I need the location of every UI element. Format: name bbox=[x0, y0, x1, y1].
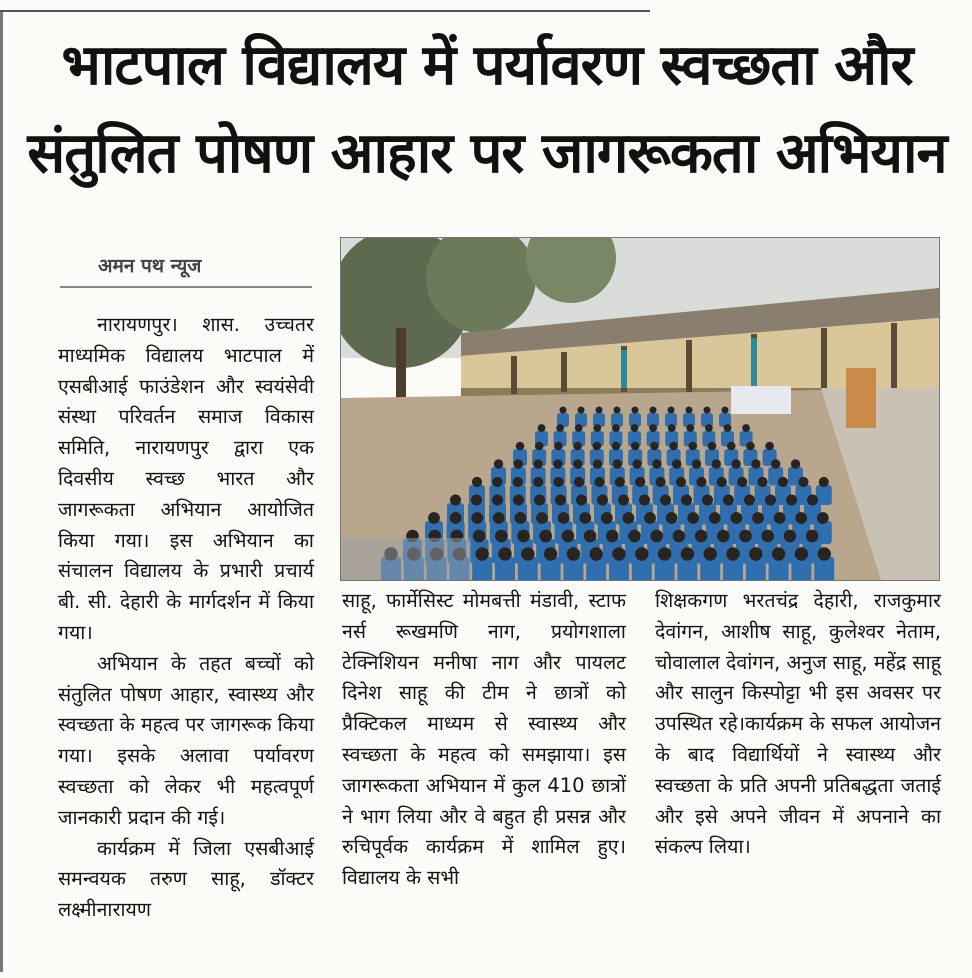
article-column-1 bbox=[58, 310, 314, 926]
article-column-3 bbox=[655, 586, 941, 863]
article-column-2 bbox=[342, 586, 626, 894]
paragraph: कार्यक्रम में जिला एसबीआई समन्वयक तरुण साहू, डॉक्टर लक्ष्मीनारायण bbox=[58, 836, 314, 922]
left-rule bbox=[0, 12, 3, 972]
paragraph: साहू, फार्मेसिस्ट मोमबत्ती मंडावी, स्टाफ नर्स रूखमणि नाग, प्रयोगशाला टेक्निशियन मनीषा नाग और पायलट दिनेश साहू की टीम ने छात्रों को प्रैक्टिकल माध्यम से स्वास्थ्य और स्वच्छता के महत्व को समझाया। इस जागरूकता अभियान में कुल 410 छात्रों ने भाग लिया और वे बहुत ही प्रसन्न और रुचिपूर्वक कार्यक्रम में शामिल हुए। विद्यालय के सभी bbox=[342, 589, 626, 890]
paragraph: शिक्षकगण भरतचंद्र देहारी, राजकुमार देवांगन, आशीष साहू, कुलेश्वर नेताम, चोवालाल देवांगन, अनुज साहू, महेंद्र साहू और सालुन किस्पोट्टा भी इस अवसर पर उपस्थित रहे।कार्यक्रम के सफल आयोजन के बाद विद्यार्थियों ने स्वास्थ्य और स्वच्छता के प्रति अपनी प्रतिबद्धता जताई और इसे अपने जीवन में अपनाने का संकल्प लिया। bbox=[655, 589, 941, 859]
article-photo bbox=[340, 237, 940, 581]
top-rule bbox=[0, 10, 650, 12]
article-headline: भाटपाल विद्यालय में पर्यावरण स्वच्छता और संतुलित पोषण आहार पर जागरूकता अभियान bbox=[27, 33, 947, 186]
byline-rule bbox=[60, 286, 312, 288]
paragraph: नारायणपुर। शास. उच्चतर माध्यमिक विद्यालय भाटपाल में एसबीआई फाउंडेशन और स्वयंसेवी संस्था परिवर्तन समाज विकास समिति, नारायणपुर द्वारा एक दिवसीय स्वच्छ भारत और जागरूकता अभियान आयोजित किया गया। इस अभियान का संचालन विद्यालय के प्रभारी प्रचार्य बी. सी. देहारी के मार्गदर्शन में किया गया। bbox=[58, 313, 314, 644]
byline: अमन पथ न्यूज bbox=[98, 255, 202, 277]
paragraph: अभियान के तहत बच्चों को संतुलित पोषण आहार, स्वास्थ्य और स्वच्छता के महत्व पर जागरूक किया गया। इसके अलावा पर्यावरण स्वच्छता को लेकर भी महत्वपूर्ण जानकारी प्रदान की गई। bbox=[58, 651, 314, 829]
